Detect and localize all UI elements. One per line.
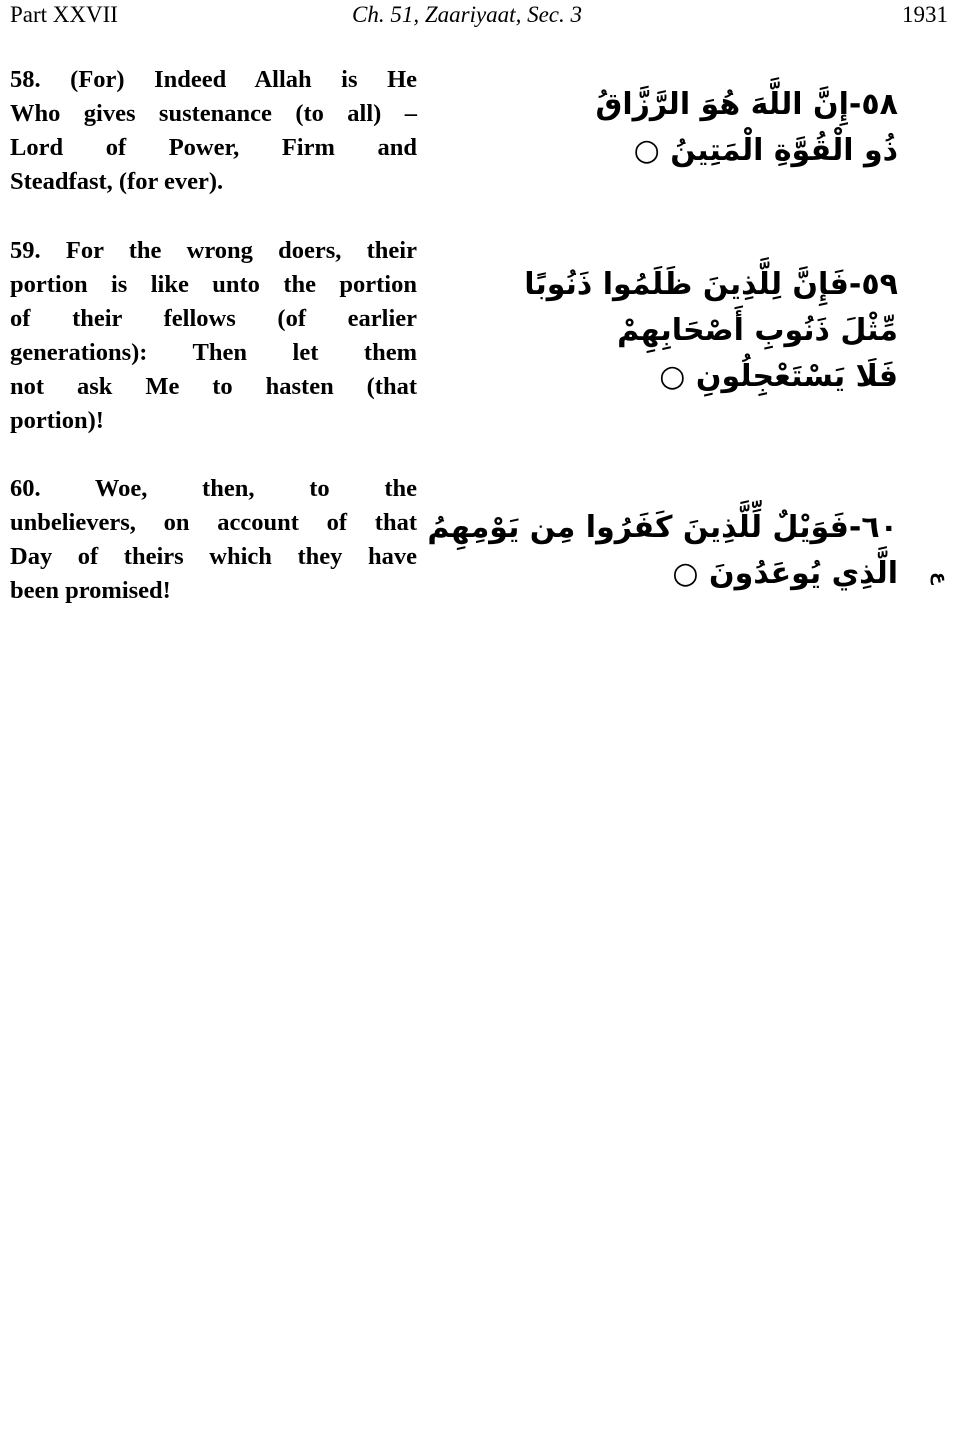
- arabic-line: فَلَا يَسْتَعْجِلُونِ ○: [659, 359, 898, 394]
- arabic-line: ٥٩-فَإِنَّ لِلَّذِينَ ظَلَمُوا ذَنُوبًا: [524, 267, 898, 302]
- verse-58-translation: [10, 63, 417, 199]
- translation-line: portion is like unto the portion: [10, 271, 417, 298]
- translation-line: Steadfast, (for ever).: [10, 168, 224, 195]
- translation-line: 59. For the wrong doers, their: [10, 237, 417, 264]
- arabic-line: مِّثْلَ ذَنُوبِ أَصْحَابِهِمْ: [617, 313, 898, 348]
- page-number: 1931: [902, 2, 948, 27]
- translation-line: portion)!: [10, 407, 104, 434]
- chapter-title: Ch. 51, Zaariyaat, Sec. 3: [352, 2, 582, 27]
- arabic-line: ٦٠-فَوَيْلٌ لِّلَّذِينَ كَفَرُوا مِن يَوْمِهِمُ: [427, 510, 898, 545]
- arabic-line: الَّذِي يُوعَدُونَ ○: [672, 556, 898, 591]
- translation-line: not ask Me to hasten (that: [10, 373, 417, 400]
- verse-59-translation: [10, 234, 417, 438]
- verse-60-arabic: [427, 505, 898, 597]
- verse-59-arabic: [524, 262, 898, 400]
- arabic-line: ذُو الْقُوَّةِ الْمَتِينُ ○: [633, 133, 898, 168]
- translation-line: unbelievers, on account of that: [10, 509, 417, 536]
- translation-line: been promised!: [10, 577, 171, 604]
- translation-line: Who gives sustenance (to all) –: [10, 100, 417, 127]
- translation-line: Lord of Power, Firm and: [10, 134, 417, 161]
- translation-line: of their fellows (of earlier: [10, 305, 417, 332]
- translation-line: 58. (For) Indeed Allah is He: [10, 66, 417, 93]
- part-label: Part XXVII: [10, 2, 118, 27]
- translation-line: Day of theirs which they have: [10, 543, 417, 570]
- translation-line: generations): Then let them: [10, 339, 417, 366]
- translation-line: 60. Woe, then, to the: [10, 475, 417, 502]
- verse-58-arabic: [596, 82, 898, 174]
- arabic-line: ٥٨-إِنَّ اللَّهَ هُوَ الرَّزَّاقُ: [595, 87, 898, 122]
- page-header: [10, 2, 948, 34]
- verse-60-translation: [10, 472, 417, 608]
- ruku-mark: ع: [930, 572, 951, 585]
